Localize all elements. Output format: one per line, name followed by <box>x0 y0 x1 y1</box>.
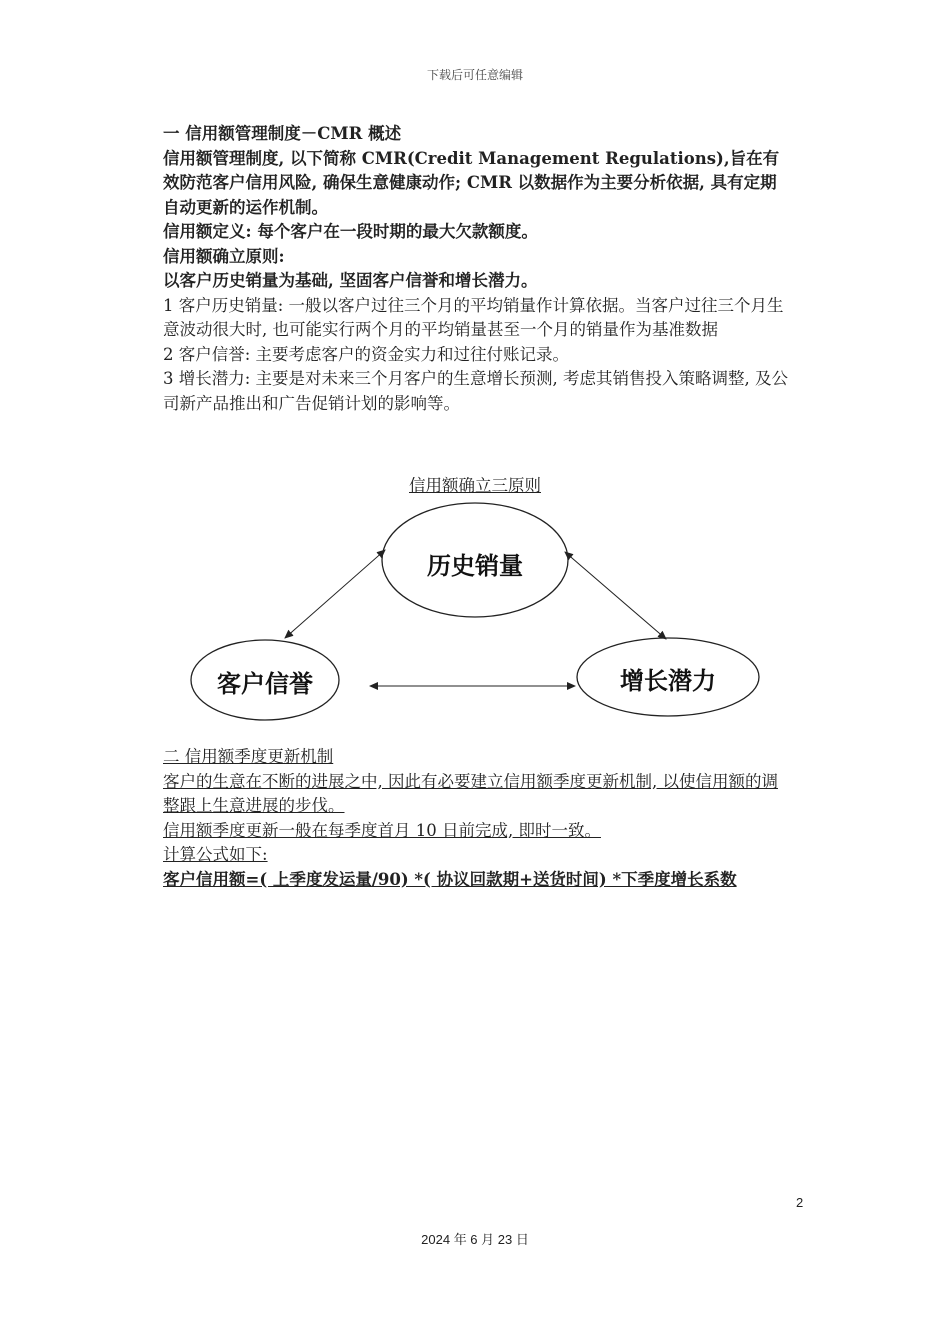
node-label-growth: 增长潜力 <box>620 667 716 695</box>
page-header: 下载后可任意编辑 <box>426 68 523 82</box>
section-quarterly-update <box>163 745 789 892</box>
intro-paragraph: 信用额管理制度, 以下简称 CMR(Credit Management Regulations),旨在有效防范客户信用风险, 确保生意健康动作; CMR 以数据作为主要分析依据, 具有定期自动更新的运作机制。 <box>163 148 780 217</box>
paragraph: 计算公式如下: <box>163 845 268 864</box>
node-label-credibility: 客户信誉 <box>217 670 313 698</box>
paragraph: 客户的生意在不断的进展之中, 因此有必要建立信用额季度更新机制, 以使信用额的调整跟上生意进展的步伐。 <box>163 771 778 815</box>
principles-diagram <box>160 470 790 730</box>
section-heading: 二 信用额季度更新机制 <box>163 747 334 766</box>
node-label-history: 历史销量 <box>427 552 523 580</box>
list-item: 1 客户历史销量: 一般以客户过往三个月的平均销量作计算依据。当客户过往三个月生意波动很大时, 也可能实行两个月的平均销量甚至一个月的销量作为基准数据 <box>163 295 784 339</box>
principle-summary: 以客户历史销量为基础, 坚固客户信誉和增长潜力。 <box>163 271 538 290</box>
arrow-top-right <box>565 552 666 639</box>
list-item: 2 客户信誉: 主要考虑客户的资金实力和过往付账记录。 <box>163 344 570 364</box>
principle-title: 信用额确立原则: <box>163 246 285 266</box>
definition-paragraph: 信用额定义: 每个客户在一段时期的最大欠款额度。 <box>163 222 538 241</box>
page-number: 2 <box>796 1195 804 1210</box>
page-footer-date: 2024 年 6 月 23 日 <box>421 1232 529 1247</box>
section-overview <box>163 122 789 416</box>
paragraph: 信用额季度更新一般在每季度首月 10 日前完成, 即时一致。 <box>163 820 601 840</box>
section-heading: 一 信用额管理制度－CMR 概述 <box>163 124 402 143</box>
arrow-top-left <box>285 550 385 638</box>
list-item: 3 增长潜力: 主要是对未来三个月客户的生意增长预测, 考虑其销售投入策略调整, 及公司新产品推出和广告促销计划的影响等。 <box>163 369 789 413</box>
diagram-title: 信用额确立三原则 <box>409 476 541 495</box>
formula: 客户信用额=( 上季度发运量/90) *( 协议回款期+送货时间) *下季度增长系数 <box>163 869 737 889</box>
